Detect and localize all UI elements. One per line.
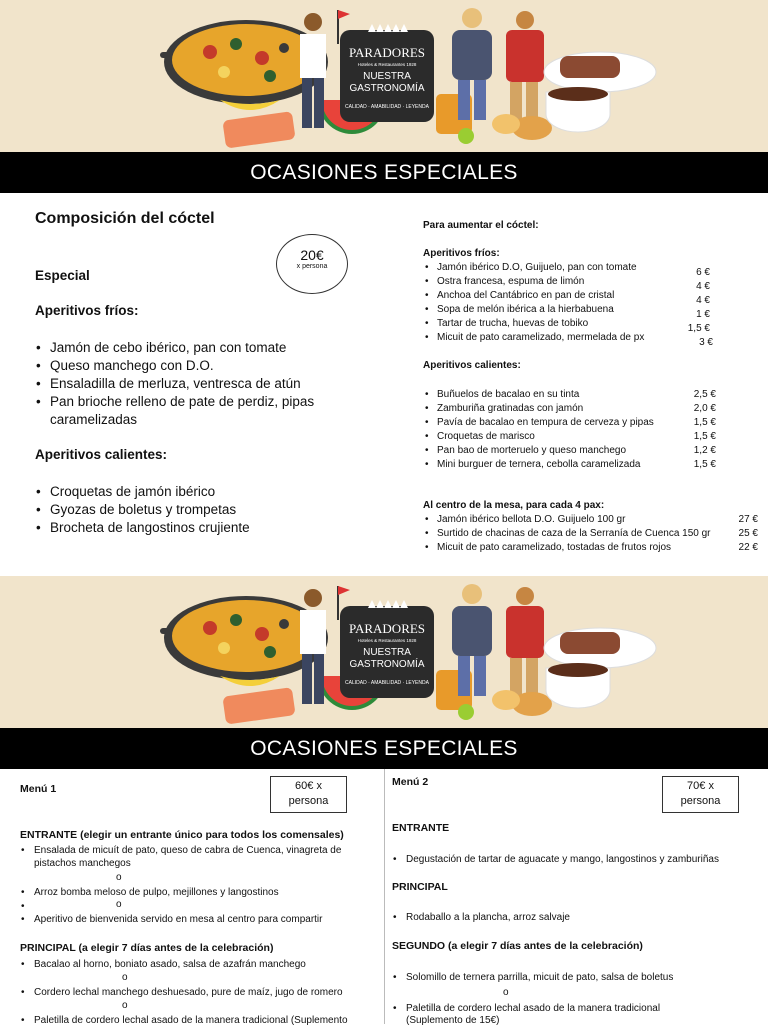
section-header: OCASIONES ESPECIALES: [0, 728, 768, 769]
price-value: 2,0 €: [693, 403, 716, 414]
svg-text:GASTRONOMÍA: GASTRONOMÍA: [349, 659, 425, 670]
menu2-price-box: [662, 776, 739, 813]
list-item: • Aperitivo de bienvenida servido en mesa al centro para compartir: [20, 913, 365, 926]
menu1-title: Menú 1: [20, 783, 57, 795]
center-table-prices: [720, 513, 758, 555]
price-unit: persona: [288, 795, 329, 807]
list-item: • Ensaladilla de merluza, ventresca de atún: [36, 375, 326, 393]
list-item: • Jamón ibérico bellota D.O. Guijuelo 100 gr: [423, 513, 711, 527]
price-value: 1,5 €: [693, 459, 716, 470]
menu1-price-box: [270, 776, 347, 813]
center-table-list: [423, 513, 711, 555]
brand-logo-text: PARADORES: [348, 621, 426, 636]
price-value: 4 €: [696, 295, 710, 306]
list-item: • Tartar de trucha, huevas de tobiko: [423, 317, 644, 331]
tourist-man-icon: [506, 606, 544, 658]
menu1-mains: [20, 958, 375, 971]
menu1-mains: [20, 986, 375, 999]
cold-appetizers-heading: Aperitivos fríos:: [35, 303, 139, 318]
price-value: 22 €: [738, 542, 758, 553]
list-item: • Zamburiña gratinadas con jamón: [423, 402, 654, 416]
list-item: • Croquetas de jamón ibérico: [36, 483, 336, 501]
or-separator: o: [116, 899, 122, 910]
or-separator: o: [116, 872, 122, 883]
svg-text:NUESTRA: NUESTRA: [363, 71, 411, 82]
menu1-starters: [20, 844, 365, 870]
list-item: • Cordero lechal manchego deshuesado, pure de maíz, jugo de romero: [20, 986, 375, 999]
price-value: 3 €: [699, 337, 713, 348]
banner-illustration: [0, 0, 768, 152]
column-divider: [384, 769, 385, 1024]
menu1-main-heading: PRINCIPAL (a elegir 7 días antes de la celebración): [20, 942, 274, 954]
list-item: • Degustación de tartar de aguacate y mango, langostinos y zamburiñas: [392, 853, 762, 866]
hot-appetizers-list: [36, 483, 336, 537]
price-value: 25 €: [738, 528, 758, 539]
price-value: 27 €: [738, 514, 758, 525]
price-value: 60€ x: [295, 780, 322, 792]
list-item: • Brocheta de langostinos crujiente: [36, 519, 336, 537]
list-item: • Sopa de melón ibérica a la hierbabuena: [423, 303, 644, 317]
list-item: • Bacalao al horno, boniato asado, salsa de azafrán manchego: [20, 958, 375, 971]
list-item: • Gyozas de boletus y trompetas: [36, 501, 336, 519]
list-item: • Pan brioche relleno de pate de perdiz, pipas caramelizadas: [36, 393, 326, 429]
salmon-icon: [222, 687, 295, 724]
list-item: • Arroz bomba meloso de pulpo, mejillones y langostinos: [20, 886, 365, 899]
price-value: 1,2 €: [693, 445, 716, 456]
svg-text:Hoteles & Restaurantes 1928: Hoteles & Restaurantes 1928: [357, 638, 417, 643]
svg-text:GASTRONOMÍA: GASTRONOMÍA: [349, 83, 425, 94]
price-value: 4 €: [696, 281, 710, 292]
svg-text:CALIDAD · AMABILIDAD · LEYENDA: CALIDAD · AMABILIDAD · LEYENDA: [345, 104, 429, 110]
extras-cold-prices: [680, 266, 713, 350]
price-value: 2,5 €: [693, 389, 716, 400]
menu2-main-heading: PRINCIPAL: [392, 881, 448, 893]
salmon-icon: [222, 111, 295, 148]
supplement-note: (Suplemento de 15€): [406, 1015, 500, 1026]
cocktail-title: Composición del cóctel: [35, 210, 215, 227]
svg-text:NUESTRA: NUESTRA: [363, 647, 411, 658]
menu2-title: Menú 2: [392, 776, 429, 788]
price-value: 1 €: [696, 309, 710, 320]
list-item: • Surtido de chacinas de caza de la Serranía de Cuenca 150 gr: [423, 527, 711, 541]
extras-hot-list: [423, 388, 654, 472]
list-item: • Mini burguer de ternera, cebolla caramelizada: [423, 458, 654, 472]
list-item: • Rodaballo a la plancha, arroz salvaje: [392, 911, 762, 924]
price-unit: persona: [680, 795, 721, 807]
category-label: Especial: [35, 268, 90, 283]
tourist-woman-icon: [452, 30, 492, 80]
price-value: 1,5 €: [687, 323, 710, 334]
menu1-mains: [20, 1014, 380, 1027]
menu2-second-heading: SEGUNDO (a elegir 7 días antes de la celebración): [392, 940, 643, 952]
section-header: OCASIONES ESPECIALES: [0, 152, 768, 193]
menu2-mains: [392, 911, 762, 924]
food-illustration: [0, 0, 768, 152]
extras-cold-heading: Aperitivos fríos:: [423, 248, 500, 259]
or-separator: o: [122, 1000, 128, 1011]
center-table-heading: Al centro de la mesa, para cada 4 pax:: [423, 500, 605, 511]
cold-appetizers-list: [36, 339, 326, 429]
list-item: • Paletilla de cordero lechal asado de la manera tradicional: [392, 1002, 762, 1015]
list-item: • Ostra francesa, espuma de limón: [423, 275, 644, 289]
extras-cold-list: [423, 261, 644, 345]
svg-text:Hoteles & Restaurantes 1928: Hoteles & Restaurantes 1928: [357, 62, 417, 67]
menu2-starter-heading: ENTRANTE: [392, 822, 450, 834]
list-item: • Pan bao de morteruelo y queso manchego: [423, 444, 654, 458]
extras-hot-heading: Aperitivos calientes:: [423, 360, 521, 371]
svg-text:CALIDAD · AMABILIDAD · LEYENDA: CALIDAD · AMABILIDAD · LEYENDA: [345, 680, 429, 686]
list-item: • Jamón ibérico D.O, Guijuelo, pan con tomate: [423, 261, 644, 275]
price-value: 1,5 €: [693, 417, 716, 428]
list-item: • Buñuelos de bacalao en su tinta: [423, 388, 654, 402]
list-item: • Croquetas de marisco: [423, 430, 654, 444]
price-value: 70€ x: [687, 780, 714, 792]
menu1-starters: [20, 913, 365, 926]
menu2-seconds: [392, 971, 762, 984]
list-item: • Solomillo de ternera parrilla, micuit de pato, salsa de boletus: [392, 971, 762, 984]
price-circle: [276, 234, 348, 294]
list-item: • Ensalada de micuít de pato, queso de cabra de Cuenca, vinagreta de pistachos manchegos: [20, 844, 365, 870]
menu1-starter-heading: ENTRANTE (elegir un entrante único para todos los comensales): [20, 829, 344, 841]
list-item: • Queso manchego con D.O.: [36, 357, 326, 375]
price-value: 1,5 €: [693, 431, 716, 442]
tourist-woman-icon: [452, 606, 492, 656]
or-separator: o: [122, 972, 128, 983]
extras-title: Para aumentar el cóctel:: [423, 220, 539, 231]
list-item: • Micuit de pato caramelizado, mermelada de px: [423, 331, 644, 345]
woman-figure-icon: [300, 610, 326, 654]
food-illustration: [0, 576, 768, 728]
hot-appetizers-heading: Aperitivos calientes:: [35, 447, 168, 462]
list-item: • Micuit de pato caramelizado, tostadas de frutos rojos: [423, 541, 711, 555]
menu2-starters: [392, 853, 762, 866]
price-unit: x persona: [296, 263, 328, 270]
price-value: 6 €: [696, 267, 710, 278]
menu1-starters: [20, 886, 365, 899]
banner-illustration: [0, 576, 768, 728]
list-item: • Jamón de cebo ibérico, pan con tomate: [36, 339, 326, 357]
extras-hot-prices: [680, 388, 716, 472]
woman-figure-icon: [300, 34, 326, 78]
or-separator: o: [503, 987, 509, 998]
brand-logo-text: PARADORES: [348, 45, 426, 60]
list-item: • Paletilla de cordero lechal asado de la manera tradicional (Suplemento: [20, 1014, 380, 1027]
price-value: 20€: [300, 247, 324, 263]
tourist-man-icon: [506, 30, 544, 82]
list-item: • Pavía de bacalao en tempura de cerveza y pipas: [423, 416, 654, 430]
list-item: • Anchoa del Cantábrico en pan de cristal: [423, 289, 644, 303]
menu2-seconds: [392, 1002, 762, 1015]
